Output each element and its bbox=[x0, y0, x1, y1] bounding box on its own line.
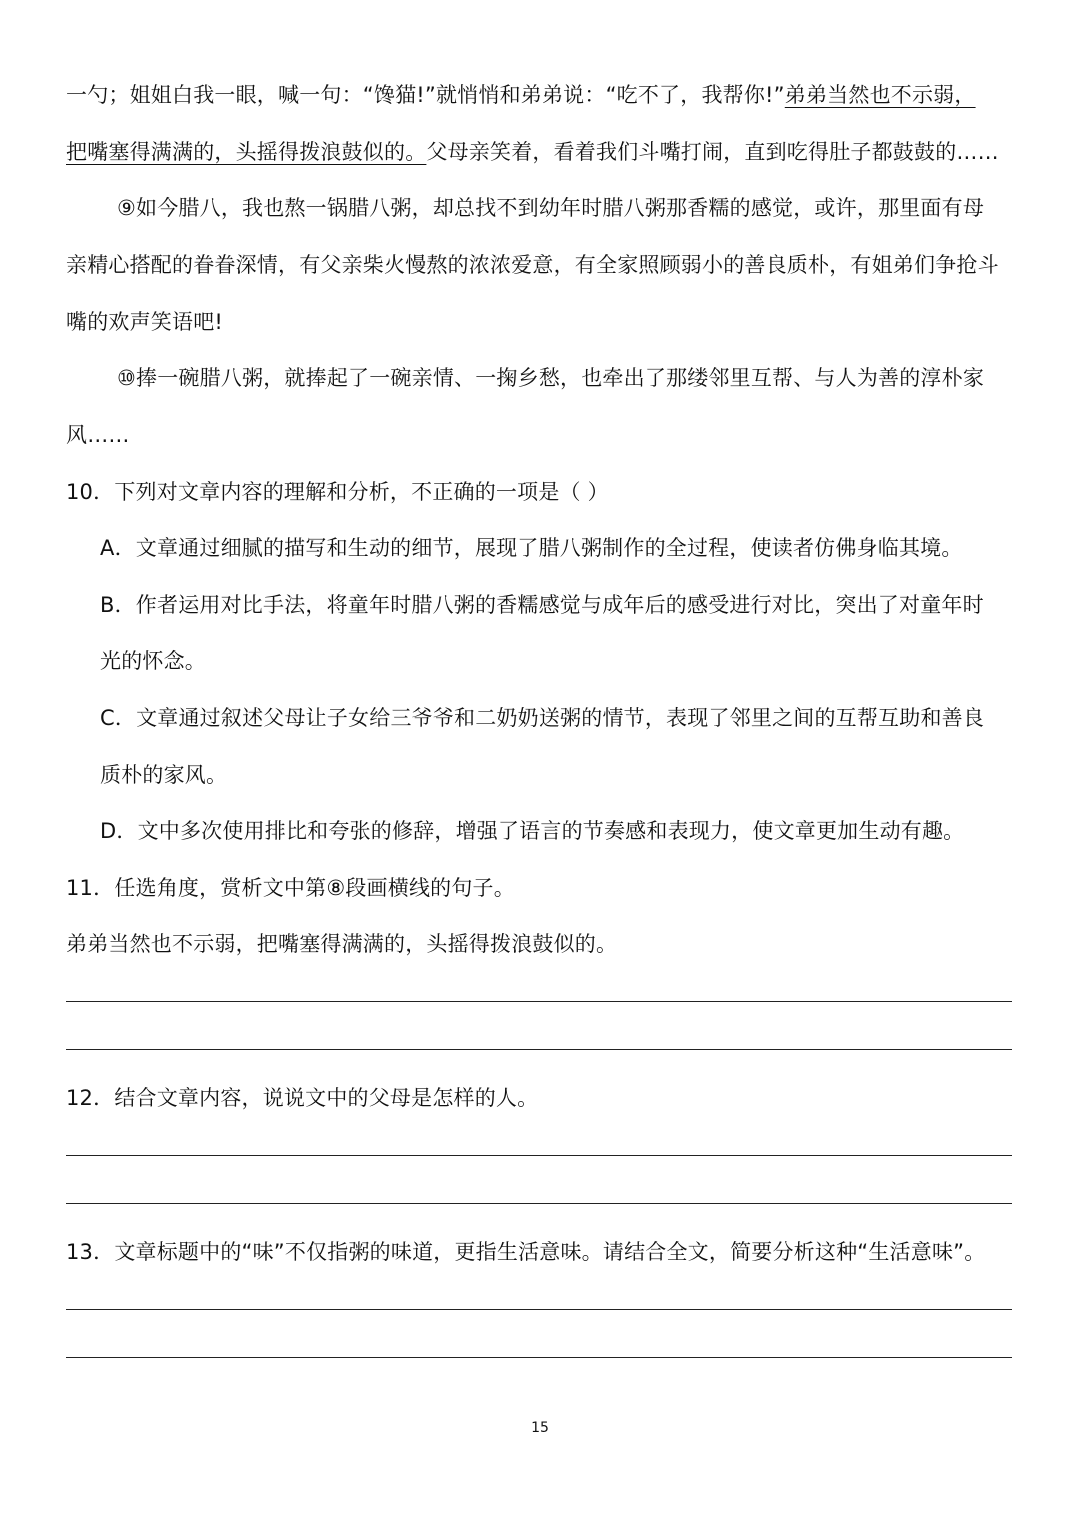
answer-line[interactable] bbox=[66, 1001, 1012, 1002]
answer-line[interactable] bbox=[66, 1049, 1012, 1050]
passage-para10-line2: 风…… bbox=[66, 423, 130, 447]
para8-text: 父母亲笑着，看着我们斗嘴打闹，直到吃得肚子都鼓鼓的…… bbox=[426, 140, 999, 164]
passage-para8-line2 bbox=[66, 137, 1014, 167]
question-10-option-b-line2: 光的怀念。 bbox=[100, 649, 206, 673]
underlined-sentence: 把嘴塞得满满的，头摇得拨浪鼓似的。 bbox=[66, 140, 427, 164]
answer-line[interactable] bbox=[66, 1357, 1012, 1358]
underlined-sentence: 弟弟当然也不示弱， bbox=[784, 83, 976, 107]
answer-line[interactable] bbox=[66, 1203, 1012, 1204]
question-10-option-d: D．文中多次使用排比和夸张的修辞，增强了语言的节奏感和表现力，使文章更加生动有趣。 bbox=[100, 819, 965, 843]
answer-line[interactable] bbox=[66, 1309, 1012, 1310]
question-10-option-a: A．文章通过细腻的描写和生动的细节，展现了腊八粥制作的全过程，使读者仿佛身临其境。 bbox=[100, 536, 963, 560]
question-12-stem: 12．结合文章内容，说说文中的父母是怎样的人。 bbox=[66, 1086, 539, 1110]
question-10-option-c-line2: 质朴的家风。 bbox=[100, 763, 228, 787]
answer-line[interactable] bbox=[66, 1155, 1012, 1156]
page-number: 15 bbox=[531, 1420, 549, 1436]
passage-para8-line1 bbox=[66, 80, 1014, 110]
question-10-option-b-line1: B．作者运用对比手法，将童年时腊八粥的香糯感觉与成年后的感受进行对比，突出了对童年时 bbox=[100, 593, 984, 617]
question-10-stem: 10．下列对文章内容的理解和分析，不正确的一项是（ ） bbox=[66, 480, 609, 504]
question-10-option-c-line1: C．文章通过叙述父母让子女给三爷爷和二奶奶送粥的情节，表现了邻里之间的互帮互助和善良 bbox=[100, 706, 985, 730]
question-11-stem: 11．任选角度，赏析文中第⑧段画横线的句子。 bbox=[66, 876, 515, 900]
question-13-stem: 13．文章标题中的“味”不仅指粥的味道，更指生活意味。请结合全文，简要分析这种“生活意味”。 bbox=[66, 1240, 986, 1264]
passage-para9-line2: 亲精心搭配的眷眷深情，有父亲柴火慢熬的浓浓爱意，有全家照顾弱小的善良质朴，有姐弟们争抢斗 bbox=[66, 253, 999, 277]
para8-text: 一勺；姐姐白我一眼，喊一句：“馋猫!”就悄悄和弟弟说：“吃不了，我帮你!” bbox=[66, 83, 785, 107]
passage-para10-line1: ⑩捧一碗腊八粥，就捧起了一碗亲情、一掬乡愁，也牵出了那缕邻里互帮、与人为善的淳朴家 bbox=[117, 366, 985, 390]
passage-para9-line3: 嘴的欢声笑语吧! bbox=[66, 310, 224, 334]
question-11-quote: 弟弟当然也不示弱，把嘴塞得满满的，头摇得拨浪鼓似的。 bbox=[66, 932, 618, 956]
passage-para9-line1: ⑨如今腊八，我也熬一锅腊八粥，却总找不到幼年时腊八粥那香糯的感觉，或许，那里面有母 bbox=[117, 196, 985, 220]
